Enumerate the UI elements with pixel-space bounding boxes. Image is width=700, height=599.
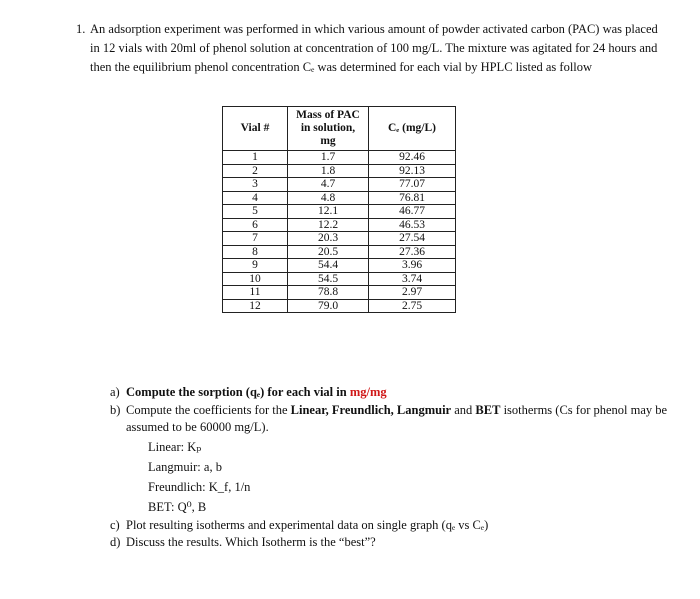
table-row: [223, 191, 456, 205]
table-row: [223, 272, 456, 286]
cell-vial: 12: [223, 299, 288, 313]
cell-ce: 2.75: [369, 299, 456, 313]
cell-ce: 2.97: [369, 286, 456, 300]
table-row: [223, 164, 456, 178]
cell-ce: 27.36: [369, 245, 456, 259]
data-table: [222, 106, 456, 313]
cell-mass: 4.7: [288, 178, 369, 192]
cell-vial: 3: [223, 178, 288, 192]
cell-ce: 27.54: [369, 232, 456, 246]
cell-mass: 20.3: [288, 232, 369, 246]
table-row: [223, 218, 456, 232]
cell-mass: 12.2: [288, 218, 369, 232]
cell-vial: 1: [223, 151, 288, 165]
cell-ce: 92.46: [369, 151, 456, 165]
header-ce: Cₑ (mg/L): [369, 107, 456, 151]
cell-vial: 2: [223, 164, 288, 178]
table-row: [223, 151, 456, 165]
cell-vial: 9: [223, 259, 288, 273]
cell-mass: 1.8: [288, 164, 369, 178]
cell-mass: 78.8: [288, 286, 369, 300]
param-langmuir: Langmuir: a, b: [148, 459, 222, 474]
table-row: [223, 286, 456, 300]
cell-vial: 11: [223, 286, 288, 300]
cell-ce: 77.07: [369, 178, 456, 192]
cell-mass: 12.1: [288, 205, 369, 219]
table-row: [223, 299, 456, 313]
param-bet: BET: Q⁰, B: [148, 499, 207, 514]
cell-vial: 8: [223, 245, 288, 259]
cell-vial: 10: [223, 272, 288, 286]
cell-ce: 76.81: [369, 191, 456, 205]
cell-ce: 3.74: [369, 272, 456, 286]
header-mass: Mass of PAC in solution, mg: [288, 107, 369, 151]
table-header-row: [223, 107, 456, 151]
table-row: [223, 178, 456, 192]
question-d: d) Discuss the results. Which Isotherm is the “best”?: [110, 535, 376, 549]
table-row: [223, 245, 456, 259]
header-vial: Vial #: [223, 107, 288, 151]
param-freundlich: Freundlich: K_f, 1/n: [148, 479, 251, 494]
question-a: a) Compute the sorption (qₑ) for each vial in mg/mg: [110, 385, 387, 399]
cell-mass: 20.5: [288, 245, 369, 259]
unit-highlight: mg/mg: [349, 385, 387, 399]
cell-vial: 4: [223, 191, 288, 205]
questions: [110, 384, 670, 552]
cell-mass: 54.4: [288, 259, 369, 273]
problem-number: 1.: [76, 22, 86, 36]
param-linear: Linear: Kₚ: [148, 439, 202, 454]
table-row: [223, 259, 456, 273]
cell-vial: 7: [223, 232, 288, 246]
cell-mass: 1.7: [288, 151, 369, 165]
problem-text: An adsorption experiment was performed in which various amount of powder activated carbon (PAC) was placed in 12 vials with 20ml of phenol solution at concentration of 100 mg/L. The mixture was agitated for 24 hours and then the equilibrium phenol concentration Cₑ was determined for each vial by HPLC listed as follow: [90, 22, 658, 74]
cell-ce: 92.13: [369, 164, 456, 178]
problem-statement: [76, 20, 666, 77]
cell-mass: 4.8: [288, 191, 369, 205]
cell-mass: 79.0: [288, 299, 369, 313]
question-c: c) Plot resulting isotherms and experimental data on single graph (qₑ vs Cₑ): [110, 517, 489, 532]
table-body: [223, 151, 456, 313]
cell-ce: 46.53: [369, 218, 456, 232]
cell-vial: 5: [223, 205, 288, 219]
cell-ce: 46.77: [369, 205, 456, 219]
question-b: b) Compute the coefficients for the Linear, Freundlich, Langmuir and BET isotherms (Cs for phenol may be assumed to be 60000 mg/L).: [110, 402, 668, 434]
cell-mass: 54.5: [288, 272, 369, 286]
table-row: [223, 205, 456, 219]
table-row: [223, 232, 456, 246]
cell-ce: 3.96: [369, 259, 456, 273]
cell-vial: 6: [223, 218, 288, 232]
